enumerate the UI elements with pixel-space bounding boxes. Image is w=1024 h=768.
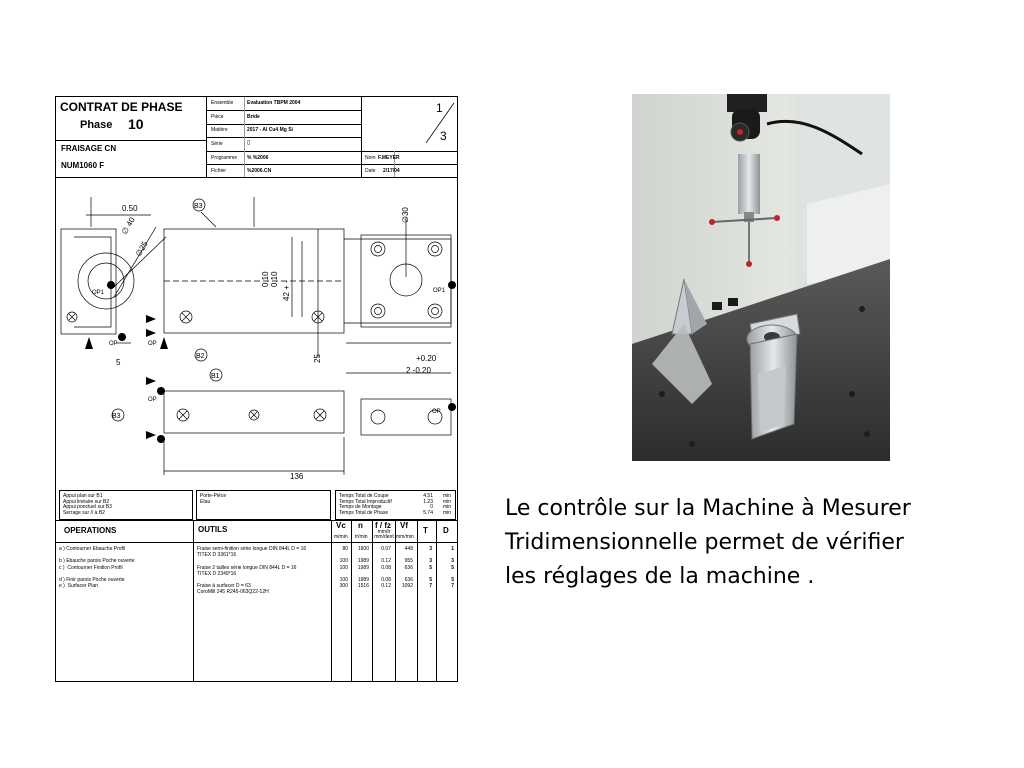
label-op-3: OP [148, 397, 157, 403]
tol-plus: +0.20 [416, 354, 437, 363]
col-operations: OPERATIONS [64, 526, 117, 535]
f-values: 0.07 0.12 0.08 0.08 0.12 [381, 546, 391, 590]
tol-minus: 2 -0.20 [406, 366, 431, 375]
page-number: 1 [436, 101, 443, 115]
support-3: Appui ponctuel sur B3 [63, 504, 112, 510]
phase-number: 10 [128, 116, 144, 132]
support-2: Appui linéaire sur B2 [63, 498, 110, 505]
fichier-value: %2006.CN [247, 168, 272, 174]
porte-piece-value: Etau [200, 498, 211, 505]
temps-value-4: 5.74 [423, 509, 433, 516]
date-value: 2/17/04 [383, 168, 400, 174]
label-b2: B2 [196, 353, 205, 360]
dim-42: 42 + - [282, 280, 291, 301]
dim-136: 136 [290, 472, 304, 481]
tol-010-b: 0.10 [270, 271, 279, 287]
contrat-de-phase-sheet [55, 96, 458, 682]
col-vf: Vf [400, 521, 408, 530]
vc-values: 80 100 100 100 300 [339, 546, 348, 590]
page-total: 3 [440, 129, 447, 143]
n-values: 1600 1989 1989 1989 1516 [357, 546, 369, 590]
label-op1-right: OP1 [433, 288, 446, 294]
temps-label-4: Temps Total de Phase [339, 509, 389, 516]
dim-25: 25 [313, 354, 322, 363]
porte-piece-box [196, 490, 331, 520]
temps-label-2: Temps Total Improductif [339, 498, 392, 505]
temps-value-3: 0 [430, 504, 433, 510]
serie-value: ▯ [247, 140, 251, 146]
nom-value: F.MEYER [378, 155, 400, 161]
col-n-unit: tr/min [355, 534, 368, 540]
support-4: Serrage sur // à B2 [63, 509, 105, 516]
serie-label: Série [211, 141, 223, 147]
temps-unit-1: min [442, 493, 451, 499]
label-b3-bottom: B3 [112, 413, 121, 420]
support-1: Appui plan sur B1 [63, 493, 103, 499]
temps-label-1: Temps Total de Coupe [339, 493, 389, 499]
t-values: 3 3 5 5 7 [429, 546, 432, 590]
dim-d40: ∅ 40 [119, 215, 137, 236]
sheet-title: CONTRAT DE PHASE [60, 100, 183, 114]
matiere-label: Matière [211, 127, 228, 133]
col-n: n [358, 521, 363, 530]
col-d: D [443, 526, 449, 535]
outils-list: Fraise semi-finition série longue DIN 844L D = 16 TITEX D 3361*16 Fraise 2 tailles série longue DIN 844L D = 16 TITEX D 2349*16 Fraise à surfacer D = 63 CoroMill 245 R245-063Q22-12H [197, 546, 307, 596]
cmm-photo [632, 94, 890, 461]
col-vc: Vc [336, 521, 346, 530]
technical-drawing [56, 177, 458, 487]
operation-name: FRAISAGE CN [61, 144, 117, 153]
temps-label-3: Temps de Montage [339, 504, 382, 510]
label-b3-top: B3 [194, 203, 203, 210]
temps-unit-3: min [442, 504, 451, 510]
temps-value-2: 1.23 [423, 498, 433, 505]
temps-unit-2: min [442, 498, 451, 505]
porte-piece-label: Porte-Pièce [200, 493, 227, 499]
col-f-unit: mm/tr mm/dent [374, 529, 394, 540]
programme-value: % %2006 [247, 155, 269, 161]
dim-050: 0.50 [122, 204, 138, 213]
label-op-4: OP [432, 409, 441, 415]
vf-values: 448 955 636 636 1092 [401, 546, 413, 590]
temps-value-1: 4.51 [423, 493, 433, 499]
nom-label: Nom [365, 155, 376, 161]
machine-name: NUM1060 F [61, 161, 105, 170]
dim-5: 5 [116, 358, 121, 367]
dim-d30: ∅30 [401, 207, 410, 223]
matiere-value: 2017 - Al Cu4 Mg Si [247, 127, 293, 133]
ensemble-value: Evaluation TBPM 2004 [247, 100, 301, 106]
temps-unit-4: min [442, 509, 451, 516]
piece-label: Pièce [211, 114, 224, 120]
temps-box [335, 490, 456, 520]
label-op-2: OP [148, 341, 157, 347]
tol-010-a: 0.10 [261, 271, 270, 287]
col-outils: OUTILS [198, 525, 228, 534]
supports-box [59, 490, 193, 520]
dim-d25: ∅25 [133, 239, 150, 258]
col-vf-unit: mm/min [396, 534, 414, 540]
fichier-label: Fichier [211, 168, 227, 174]
programme-label: Programme [211, 155, 238, 161]
operations-list: a ) Contourner Ebauche Profil b ) Ebauche parois Poche ouverte c ) Contourner Finition Profil d ) Finir parois Poche ouverte e ) Surfacer Plan [59, 546, 135, 590]
col-vc-unit: m/min [334, 534, 348, 540]
col-f: f / fz [375, 521, 391, 530]
label-b1: B1 [211, 373, 220, 380]
caption-text: Le contrôle sur la Machine à Mesurer Tridimensionnelle permet de vérifier les réglages de la machine . [505, 496, 911, 589]
label-op-1: OP [109, 341, 118, 347]
col-t: T [423, 526, 428, 535]
label-op1-left: OP1 [92, 290, 105, 296]
piece-value: Bride [247, 114, 260, 120]
phase-label: Phase [80, 119, 113, 131]
ensemble-label: Ensemble [211, 100, 234, 106]
date-label: Date [365, 168, 376, 174]
d-values: 1 3 5 5 7 [451, 546, 454, 590]
